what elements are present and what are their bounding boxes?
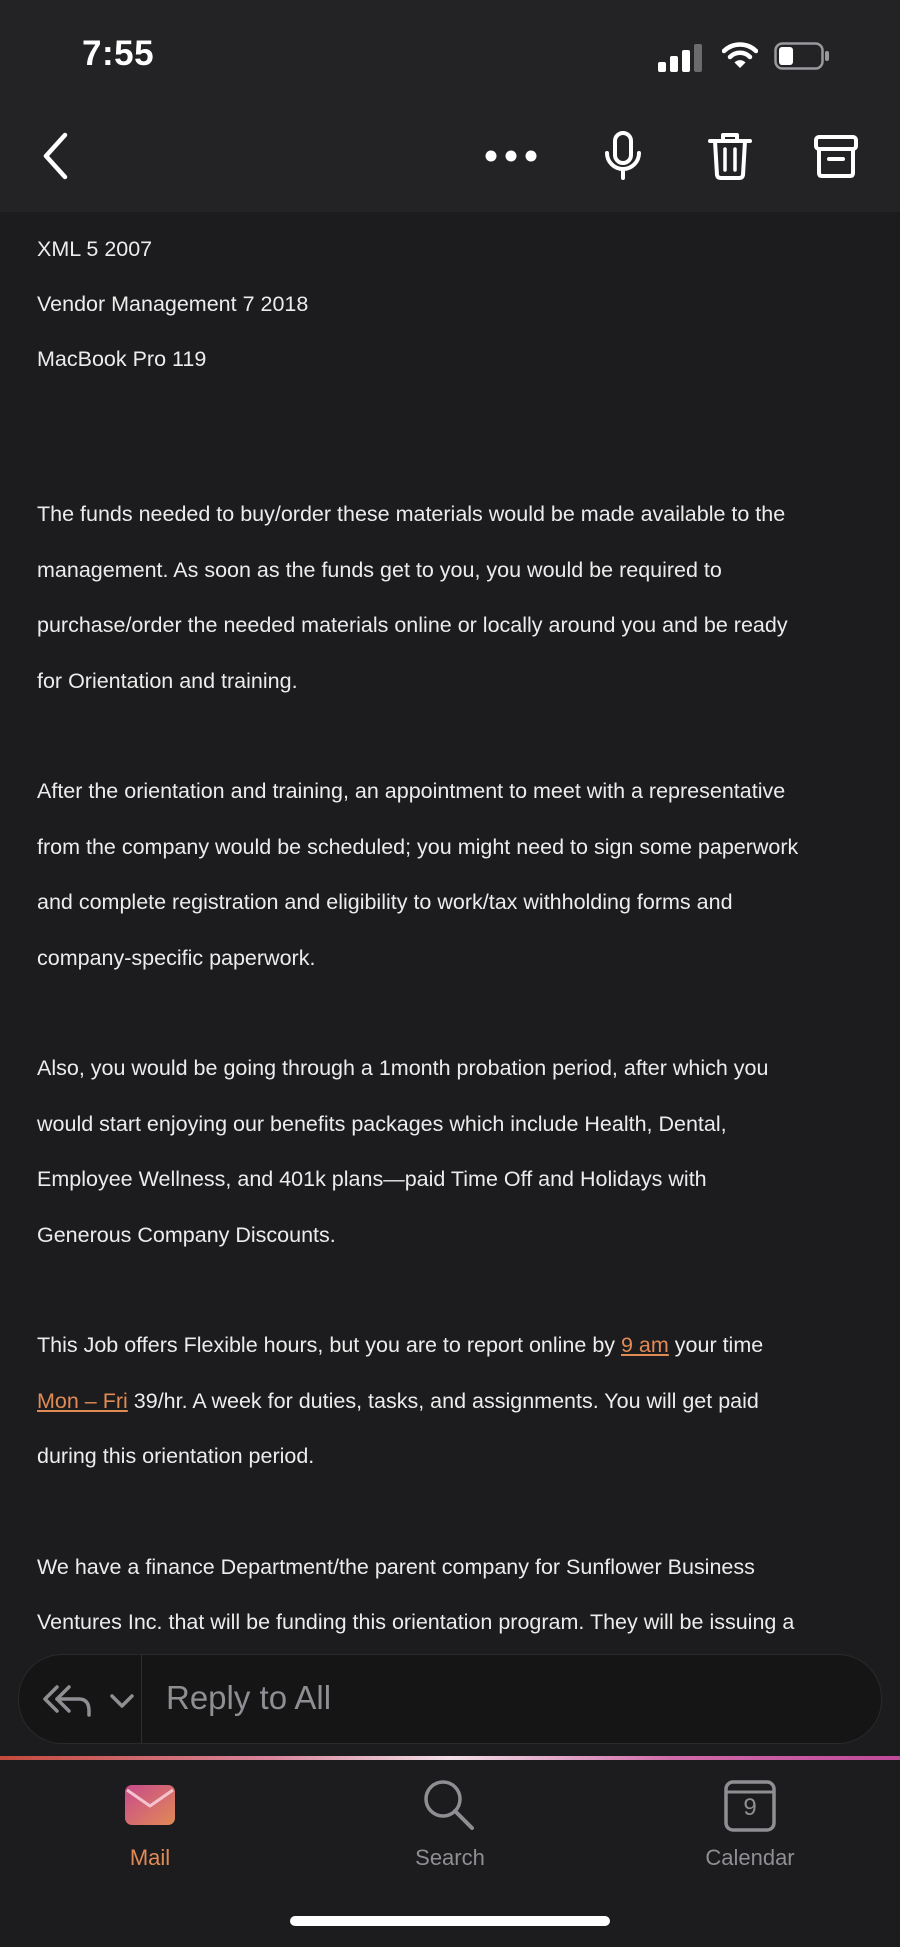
- body-line: would start enjoying our benefits packages which include Health, Dental,: [37, 1111, 727, 1136]
- reply-bar: [0, 1640, 900, 1758]
- email-toolbar: [0, 100, 900, 212]
- body-line: [37, 1374, 870, 1430]
- tab-label-mail: Mail: [129, 1845, 171, 1870]
- calendar-day-badge: 9: [743, 1794, 757, 1821]
- more-options-button[interactable]: [480, 126, 542, 186]
- body-line: purchase/order the needed materials online or locally around you and be ready: [37, 613, 788, 637]
- body-text: your time: [668, 1333, 764, 1357]
- email-body[interactable]: [0, 212, 900, 1640]
- paragraph-funds: [0, 487, 900, 709]
- status-time: 7:55: [82, 34, 155, 73]
- home-indicator: [290, 1916, 610, 1926]
- body-text: This Job offers Flexible hours, but you are to report online by: [37, 1333, 621, 1357]
- status-icons: [658, 40, 858, 74]
- body-line: Ventures Inc. that will be funding this orientation program. They will be issuing a: [37, 1610, 795, 1634]
- time-link[interactable]: 9 am: [621, 1333, 669, 1357]
- body-line: [37, 1318, 870, 1374]
- wifi-icon: [722, 40, 758, 70]
- tab-bar: [0, 1760, 900, 1947]
- paragraph-orientation: [0, 764, 900, 986]
- body-line: Vendor Management 7 2018: [37, 292, 309, 316]
- body-line: during this orientation period.: [37, 1444, 315, 1468]
- tab-search[interactable]: [350, 1770, 550, 1880]
- paragraph-finance: [0, 1540, 900, 1641]
- attachment-list: [0, 212, 900, 387]
- reply-divider: [141, 1655, 142, 1743]
- body-line: The funds needed to buy/order these materials would be made available to the: [37, 502, 786, 526]
- archive-button[interactable]: [806, 126, 866, 186]
- microphone-icon: [603, 131, 643, 181]
- trash-icon: [707, 131, 753, 181]
- tab-mail[interactable]: [50, 1770, 250, 1880]
- ellipsis-icon: [485, 150, 537, 162]
- paragraph-probation: [0, 1041, 900, 1263]
- body-line: company-specific paperwork.: [37, 945, 316, 970]
- body-text: 39/hr. A week for duties, tasks, and assignments. You will get paid: [127, 1388, 759, 1413]
- tab-label-calendar: Calendar: [705, 1845, 795, 1870]
- archive-icon: [813, 133, 859, 179]
- body-line: We have a finance Department/the parent company for Sunflower Business: [37, 1554, 755, 1579]
- cellular-signal-icon: [658, 40, 706, 72]
- body-line: XML 5 2007: [37, 237, 153, 261]
- date-range-link[interactable]: Mon – Fri: [37, 1388, 128, 1413]
- reply-all-icon: [43, 1679, 91, 1721]
- body-line: from the company would be scheduled; you might need to sign some paperwork: [37, 834, 799, 859]
- chevron-left-icon: [40, 131, 70, 181]
- body-line: and complete registration and eligibility to work/tax withholding forms and: [37, 890, 733, 914]
- body-line: Generous Company Discounts.: [37, 1222, 336, 1247]
- body-line: for Orientation and training.: [37, 668, 298, 693]
- status-bar: [0, 0, 900, 100]
- tab-label-search: Search: [415, 1845, 485, 1870]
- chevron-down-icon: [109, 1693, 135, 1709]
- battery-icon: [774, 42, 830, 70]
- reply-field[interactable]: [18, 1654, 882, 1744]
- search-icon: [422, 1778, 476, 1832]
- body-line: After the orientation and training, an appointment to meet with a representative: [37, 779, 786, 803]
- reply-mode-selector[interactable]: [43, 1679, 155, 1721]
- tab-calendar[interactable]: [650, 1770, 850, 1880]
- body-line: Also, you would be going through a 1month probation period, after which you: [37, 1056, 769, 1080]
- dictate-button[interactable]: [596, 126, 650, 186]
- delete-button[interactable]: [700, 126, 760, 186]
- back-button[interactable]: [30, 126, 80, 186]
- body-line: Employee Wellness, and 401k plans—paid Time Off and Holidays with: [37, 1167, 707, 1191]
- paragraph-hours: [0, 1318, 900, 1485]
- body-line: MacBook Pro 119: [37, 347, 207, 371]
- body-line: management. As soon as the funds get to you, you would be required to: [37, 557, 722, 582]
- mail-icon: [124, 1784, 176, 1826]
- reply-placeholder: Reply to All: [166, 1679, 332, 1716]
